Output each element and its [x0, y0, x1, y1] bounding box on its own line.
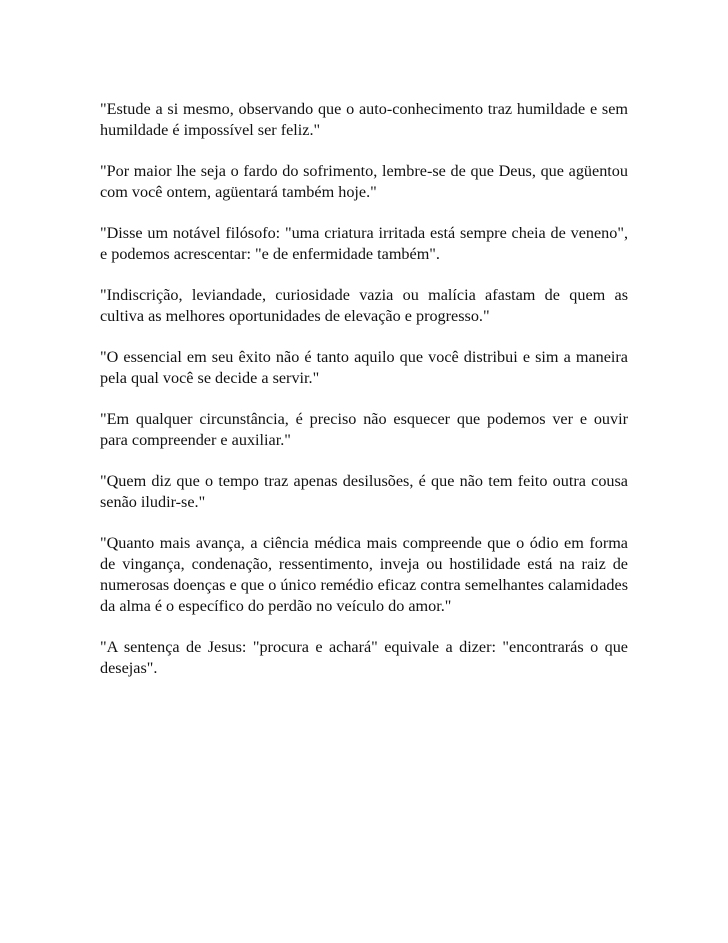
quote-paragraph: "Quem diz que o tempo traz apenas desilusões, é que não tem feito outra cousa senão iludir-se." [100, 472, 628, 511]
quote-paragraph: "Em qualquer circunstância, é preciso não esquecer que podemos ver e ouvir para compreender e auxiliar." [100, 410, 628, 449]
quote-paragraph: "Por maior lhe seja o fardo do sofrimento, lembre-se de que Deus, que agüentou com você ontem, agüentará também hoje." [100, 162, 628, 201]
quote-paragraph: "Estude a si mesmo, observando que o auto-conhecimento traz humildade e sem humildade é impossível ser feliz." [100, 100, 628, 139]
document-page [100, 99, 628, 699]
quote-paragraph: "Disse um notável filósofo: "uma criatura irritada está sempre cheia de veneno", e podemos acrescentar: "e de enfermidade também". [100, 224, 628, 263]
quote-paragraph: "O essencial em seu êxito não é tanto aquilo que você distribui e sim a maneira pela qual você se decide a servir." [100, 348, 628, 387]
quote-paragraph: "Indiscrição, leviandade, curiosidade vazia ou malícia afastam de quem as cultiva as melhores oportunidades de elevação e progresso." [100, 286, 628, 325]
quote-paragraph: "A sentença de Jesus: "procura e achará" equivale a dizer: "encontrarás o que desejas". [100, 638, 628, 677]
quote-paragraph: "Quanto mais avança, a ciência médica mais compreende que o ódio em forma de vingança, condenação, ressentimento, inveja ou hostilidade está na raiz de numerosas doenças e que o único remédio eficaz contra semelhantes calamidades da alma é o específico do perdão no veículo do amor." [100, 534, 628, 615]
